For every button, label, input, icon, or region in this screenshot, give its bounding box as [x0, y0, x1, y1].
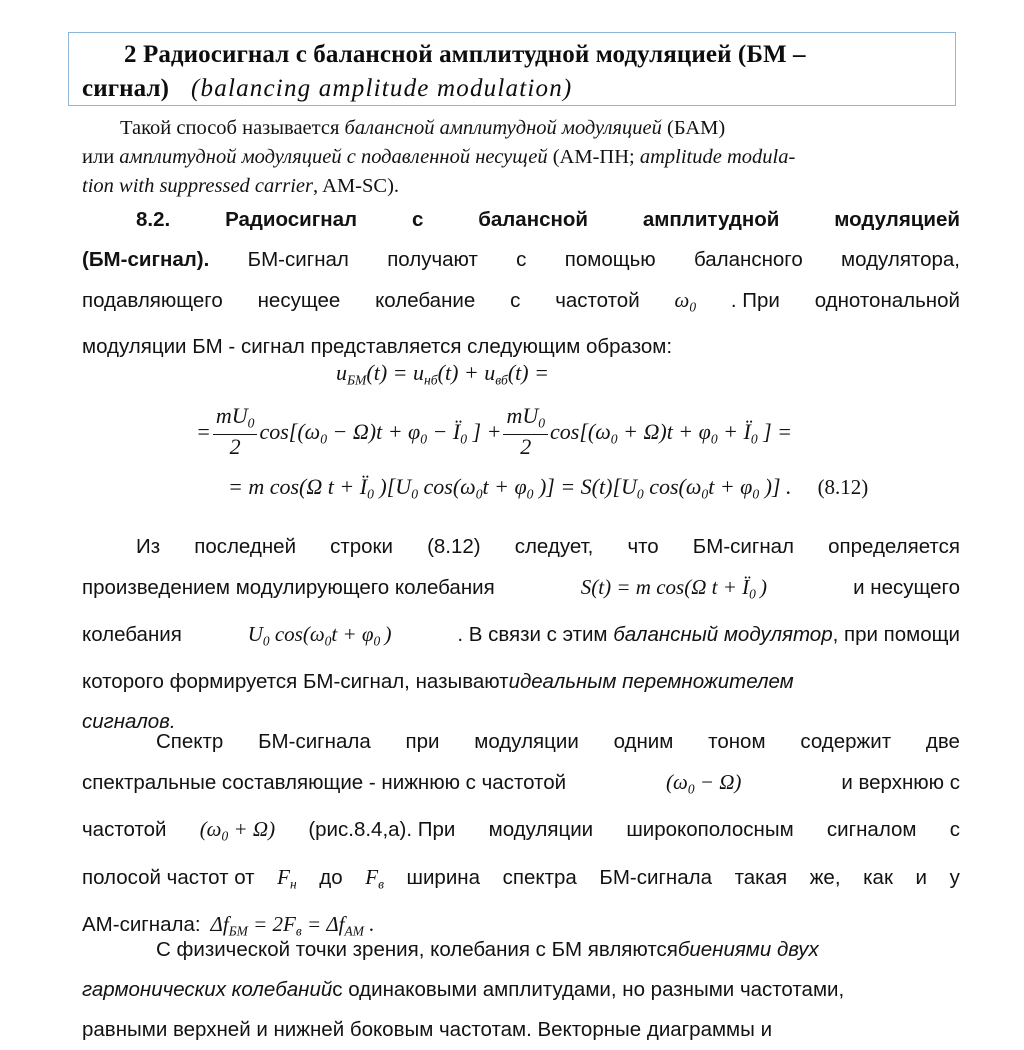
spectrum-line5-pre: АМ-сигнала:: [82, 912, 201, 936]
spectrum-line-4: [82, 857, 960, 904]
spectrum-line3-word-3: сигналом: [826, 818, 917, 842]
result-line-2: [82, 567, 960, 614]
section-line3-word-0: подавляющего: [82, 289, 223, 312]
spectrum-line4-word-2: БМ-сигнала: [599, 865, 713, 889]
spectrum-line1-word-3: модуляции: [474, 730, 579, 753]
spectrum-paragraph: [82, 722, 960, 951]
spectrum-line4-mid: до: [319, 865, 343, 889]
section-line2-word-5: модулятора,: [841, 248, 960, 271]
spectrum-line3-word-1: модуляции: [488, 818, 594, 842]
physical-line-2: гармонических колебаний с одинаковыми амплитудами, но разными частотами,: [82, 978, 845, 1001]
spectrum-line-2: [82, 762, 960, 809]
section-line3-tail-0: . При: [730, 289, 780, 312]
section-8-2-paragraph: [82, 200, 960, 367]
heading-line-2: [82, 72, 962, 106]
physical-line-1: С физической точки зрения, колебания с БМ являются биениями двух: [156, 938, 819, 961]
spectrum-line3-pre: частотой: [82, 818, 167, 842]
physical-paragraph: [82, 930, 960, 1050]
section-line2-word-2: с: [516, 248, 527, 271]
section-title-word-0: Радиосигнал: [225, 208, 358, 231]
result-paragraph: [82, 527, 960, 742]
equation-number-8-12: (8.12): [817, 475, 869, 499]
spectrum-line4-word-4: же,: [809, 865, 841, 889]
intro-line-1: Такой способ называется балансной амплитудной модуляцией (БАМ): [120, 117, 726, 139]
result-line-3: [82, 614, 960, 661]
spectrum-line3-word-2: широкополосным: [626, 818, 794, 842]
section-title-tail: (БМ-сигнал).: [82, 248, 210, 271]
spectrum-line4-word-3: такая: [734, 865, 788, 889]
section-line3-tail-1: однотональной: [814, 289, 960, 312]
inline-math-modulating-signal: S(t) = m cos(Ω $t + Ї_0$ ): [580, 575, 768, 602]
spectrum-line4-word-0: ширина: [406, 865, 481, 889]
spectrum-line-3: [82, 809, 960, 856]
result-line1-word-4: следует,: [514, 535, 594, 558]
spectrum-line3-word-0: (рис.8.4,а). При: [308, 818, 456, 842]
heading-line-2-en: (balancing amplitude modulation): [191, 75, 573, 102]
spectrum-line1-word-2: при: [405, 730, 440, 753]
inline-math-upper-sideband: $(\omega_0 + \Omega)$: [199, 817, 276, 844]
equation-line-3: = m cos(Ω $t + Ї_0$ )[$U_0$ $\cos(\omega_0t + \varphi_0$ )] = $S(t)[U_0$ $\cos(\omega_0t + \varphi_0$ )] . (8.12): [228, 474, 869, 502]
section-title-word-4: модуляцией: [834, 208, 960, 231]
inline-math-lower-sideband: $(\omega_0 - \Omega)$: [666, 770, 742, 797]
result-line1-word-3: (8.12): [427, 535, 481, 558]
section-line-4: модуляции БМ - сигнал представляется следующим образом:: [82, 335, 673, 359]
result-line3-post: . В связи с этим балансный модулятор, при помощи: [457, 623, 960, 647]
spectrum-line4-pre: полосой частот от: [82, 865, 255, 889]
inline-math-carrier: $U_0$ $\cos(\omega_0t + \varphi_0$ ): [247, 622, 392, 649]
result-line3-pre: колебания: [82, 623, 182, 647]
result-line-1: [82, 527, 960, 567]
section-number: 8.2.: [136, 208, 171, 231]
section-line2-word-3: помощью: [564, 248, 656, 271]
spectrum-line4-word-5: как: [863, 865, 893, 889]
section-title-word-1: с: [411, 208, 424, 231]
spectrum-line2-post: и верхнюю с: [841, 771, 960, 794]
equation-line-2: = $\frac{mU_0}{2}$ $\cos[(\omega_0 - \Omega)t + \varphi_0 - Ї_0$ ] + $\frac{mU_0}{2}$ $\cos[(\omega_0 + \Omega)t + \varphi_0 + Ї_0$ ] =: [196, 403, 793, 460]
spectrum-line4-word-1: спектра: [502, 865, 577, 889]
spectrum-line1-word-6: содержит: [800, 730, 892, 753]
result-line1-word-5: что: [627, 535, 659, 558]
section-line2-word-1: получают: [387, 248, 478, 271]
result-line2-pre: произведением модулирующего колебания: [82, 576, 495, 599]
section-line3-word-3: с: [510, 289, 521, 312]
result-line1-word-2: строки: [330, 535, 393, 558]
section-line-3: [82, 280, 960, 327]
spectrum-line4-word-7: у: [949, 865, 960, 889]
section-line2-word-0: БМ-сигнал: [247, 248, 349, 271]
page-title: [82, 38, 962, 106]
intro-line-2: или амплитудной модуляцией с подавленной несущей (АМ-ПН; amplitude modula-: [82, 146, 796, 168]
result-line1-word-0: Из: [136, 535, 161, 558]
physical-line-3: равными верхней и нижней боковым частотам. Векторные диаграммы и: [82, 1018, 773, 1041]
heading-line-1: 2 Радиосигнал с балансной амплитудной модуляцией (БМ –: [124, 41, 806, 68]
result-line1-word-7: определяется: [828, 535, 960, 558]
spectrum-line1-word-0: Спектр: [156, 730, 224, 753]
result-line-4: которого формируется БМ-сигнал, называют идеальным перемножителем: [82, 669, 794, 693]
inline-math-omega-zero: $\omega_0$: [674, 288, 697, 315]
intro-line-3: tion with suppressed carrier, AM-SC).: [82, 175, 400, 197]
section-line-2: [82, 240, 960, 280]
spectrum-line1-word-1: БМ-сигнала: [258, 730, 371, 753]
intro-paragraph: [82, 114, 962, 201]
spectrum-line1-word-5: тоном: [708, 730, 766, 753]
section-line3-word-4: частотой: [555, 289, 640, 312]
section-title-word-3: амплитудной: [642, 208, 780, 231]
result-line2-post: и несущего: [853, 576, 960, 599]
section-title-word-2: балансной: [478, 208, 588, 231]
heading-line-2-ru: сигнал): [82, 75, 170, 102]
result-line-5: сигналов.: [82, 709, 176, 733]
spectrum-line-1: [82, 722, 960, 762]
spectrum-line1-word-7: две: [925, 730, 960, 753]
inline-math-f-lower: $F_н$: [277, 864, 297, 891]
spectrum-line3-word-4: с: [949, 818, 960, 842]
section-line3-word-2: колебание: [375, 289, 476, 312]
section-line3-word-1: несущее: [257, 289, 341, 312]
section-title-line: [82, 200, 960, 240]
equation-line-1: $u_{БМ}(t) = u_{нб}(t) + u_{вб}(t)$ =: [336, 360, 549, 388]
result-line1-word-1: последней: [194, 535, 297, 558]
result-line1-word-6: БМ-сигнал: [692, 535, 795, 558]
spectrum-line4-word-6: и: [915, 865, 927, 889]
inline-math-bandwidth: $\Delta f_{БМ} = 2F_в = \Delta f_{АМ}$ .: [210, 911, 375, 939]
inline-math-f-upper: $F_в$: [365, 864, 384, 891]
spectrum-line2-pre: спектральные составляющие - нижнюю с частотой: [82, 771, 567, 794]
section-line2-word-4: балансного: [693, 248, 803, 271]
spectrum-line1-word-4: одним: [613, 730, 674, 753]
